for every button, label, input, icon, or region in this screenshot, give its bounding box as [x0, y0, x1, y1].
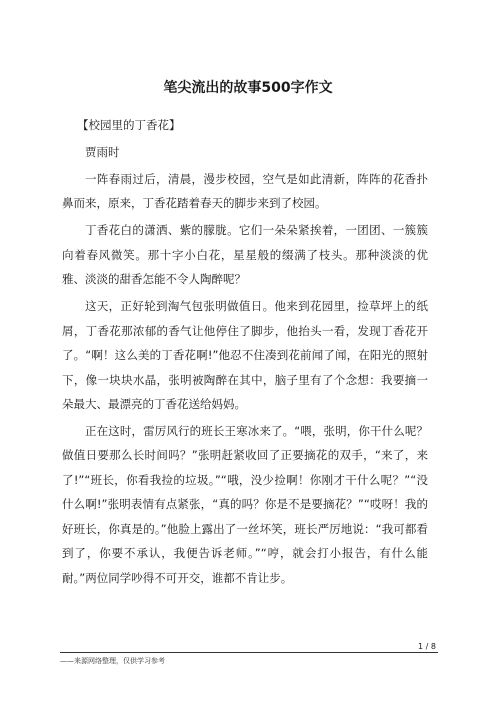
body-paragraph: 这天，正好轮到淘气包张明做值日。他来到花园里，捡草坪上的纸屑，丁香花那浓郁的香气让他停住了脚步，他抬头一看，发现丁香花开了。“啊！这么美的丁香花啊!”他忍不住凑到花前闻了闻，在阳光的照射下，像一块块水晶，张明被陶醉在其中，脑子里有了个念想：我要摘一朵最大、最漂亮的丁香花送给妈妈。 [62, 299, 428, 412]
body-paragraph: 丁香花白的潇洒、紫的朦胧。它们一朵朵紧挨着，一团团、一簇簇向着春风微笑。那十字小白花，星星般的缀满了枝头。那种淡淡的优雅、淡淡的甜香怎能不令人陶醉呢？ [62, 223, 428, 287]
body-paragraph: 正在这时，雷厉风行的班长王寒冰来了。“喂，张明，你干什么呢？做值日要那么长时间吗？”张明赶紧收回了正要摘花的双手，“来了，来了!”“班长，你看我捡的垃圾。”“哦，没少捡啊！你刚才干什么呢？”“没什么啊!”张明表情有点紧张，“真的吗？你是不是要摘花？”“哎呀！我的好班长，你真是的。”他脸上露出了一丝坏笑，班长严厉地说：“我可都看到了，你要不承认，我便告诉老师。”“哼，就会打小报告，有什么能耐。”两位同学吵得不可开交，谁都不肯让步。 [62, 423, 428, 585]
body-paragraph: 一阵春雨过后，清晨，漫步校园，空气是如此清新，阵阵的花香扑鼻而来，原来，丁香花踏着春天的脚步来到了校园。 [62, 171, 428, 211]
document-title: 笔尖流出的故事500字作文 [163, 80, 333, 96]
page-number: 1 / 8 [418, 642, 436, 651]
section-heading: 【校园里的丁香花】 [77, 118, 181, 132]
footer-divider [60, 652, 438, 653]
author-name: 贾雨时 [85, 144, 120, 159]
document-body [62, 113, 428, 593]
footer-note: ——来源网络整理，仅供学习参考 [60, 657, 165, 665]
